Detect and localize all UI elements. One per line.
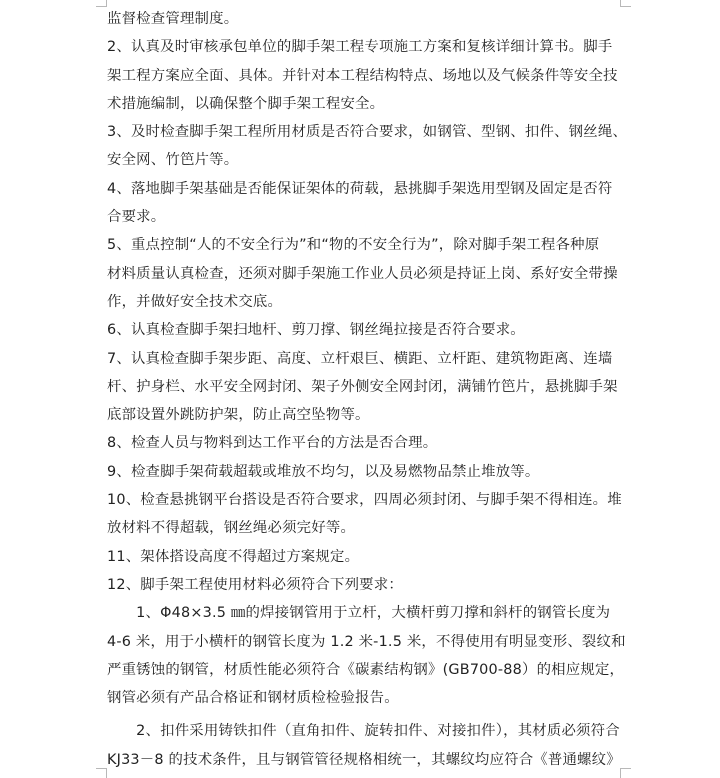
text-line: 10、检查悬挑钢平台搭设是否符合要求，四周必须封闭、与脚手架不得相连。堆 (107, 492, 622, 509)
text-line: 安全网、竹笆片等。 (107, 152, 239, 169)
text-line: 合要求。 (107, 209, 166, 226)
text-line: 4-6 米，用于小横杆的钢管长度为 1.2 米-1.5 米，不得使用有明显变形、裂纹和 (107, 633, 626, 650)
page-corner-mark (96, 0, 107, 7)
paragraph-item-7 (107, 345, 617, 430)
text-line: 5、重点控制“人的不安全行为”和“物的不安全行为”，除对脚手架工程各种原 (107, 237, 600, 254)
text-line: 4、落地脚手架基础是否能保证架体的荷载，悬挑脚手架选用型钢及固定是否符 (107, 180, 613, 197)
text-line: 钢管必须有产品合格证和钢材质检检验报告。 (107, 690, 399, 707)
paragraph-item-3 (107, 118, 628, 175)
paragraph-item-8 (107, 429, 617, 457)
text-line: 放材料不得超载，钢丝绳必须完好等。 (107, 520, 356, 537)
text-line: 严重锈蚀的钢管，材质性能必须符合《碳素结构钢》(GB700-88）的相应规定， (107, 661, 625, 678)
text-line: 11、架体搭设高度不得超过方案规定。 (107, 548, 360, 565)
text-line: 术措施编制，以确保整个脚手架工程安全。 (107, 95, 385, 112)
text-line: KJ33－8 的技术条件，且与钢管管径规格相统一，其螺纹均应符合《普通螺纹》 (107, 751, 621, 768)
paragraph-continuation (107, 5, 617, 33)
paragraph-subitem-1 (107, 599, 626, 712)
text-line: 6、认真检查脚手架扫地杆、剪刀撑、钢丝绳拉接是否符合要求。 (107, 322, 525, 339)
paragraph-item-5 (107, 231, 617, 316)
paragraph-item-12 (107, 571, 617, 599)
text-line: 1、Φ48×3.5 ㎜的焊接钢管用于立杆，大横杆剪刀撑和斜杆的钢管长度为 (107, 605, 611, 622)
text-line: 8、检查人员与物料到达工作平台的方法是否合理。 (107, 435, 438, 452)
paragraph-item-2 (107, 33, 617, 118)
paragraph-item-11 (107, 543, 617, 571)
text-line: 架工程方案应全面、具体。并针对本工程结构特点、场地以及气候条件等安全技 (107, 67, 618, 84)
paragraph-subitem-2 (107, 717, 621, 774)
text-line: 监督检查管理制度。 (107, 11, 239, 27)
text-line: 7、认真检查脚手架步距、高度、立杆艰巨、横距、立杆距、建筑物距离、连墙 (107, 350, 613, 367)
text-line: 2、扣件采用铸铁扣件（直角扣件、旋转扣件、对接扣件），其材质必须符合 (107, 723, 620, 740)
text-line: 底部设置外跳防护架，防止高空坠物等。 (107, 407, 370, 424)
paragraph-item-10 (107, 486, 622, 543)
text-line: 杆、护身栏、水平安全网封闭、架子外侧安全网封闭，满铺竹笆片，悬挑脚手架 (107, 378, 618, 395)
paragraph-item-4 (107, 175, 617, 232)
paragraph-item-9 (107, 458, 617, 486)
page-corner-mark (96, 768, 107, 778)
text-line: 作，并做好安全技术交底。 (107, 293, 283, 310)
document-body (107, 5, 628, 774)
text-line: 2、认真及时审核承包单位的脚手架工程专项施工方案和复核详细计算书。脚手 (107, 39, 613, 56)
text-line: 9、检查脚手架荷载超载或堆放不均匀，以及易燃物品禁止堆放等。 (107, 463, 540, 480)
text-line: 材料质量认真检查，还须对脚手架施工作业人员必须是持证上岗、系好安全带操 (107, 265, 618, 282)
page-corner-mark (620, 768, 631, 778)
page-corner-mark (620, 0, 631, 7)
text-line: 12、脚手架工程使用材料必须符合下列要求： (107, 576, 403, 593)
paragraph-item-6 (107, 316, 617, 344)
text-line: 3、及时检查脚手架工程所用材质是否符合要求，如钢管、型钢、扣件、钢丝绳、 (107, 124, 628, 141)
